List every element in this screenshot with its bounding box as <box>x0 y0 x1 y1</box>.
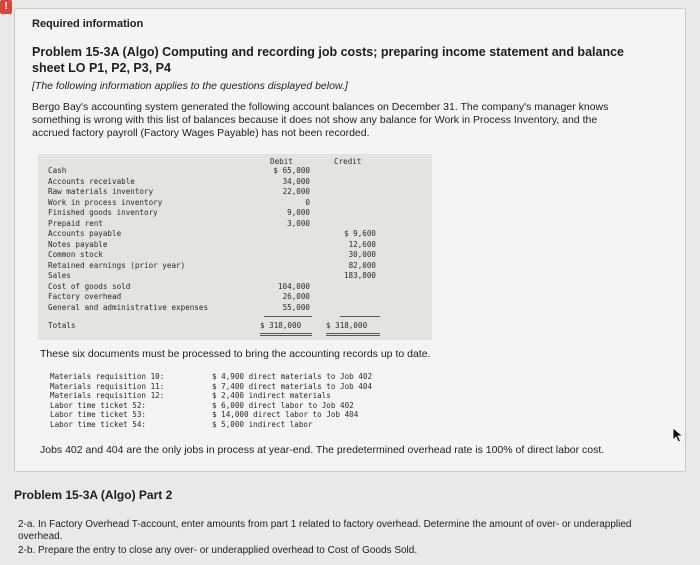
required-information-title: Required information <box>32 18 144 30</box>
account-name: Accounts receivable <box>48 176 135 186</box>
document-description: $ 2,400 indirect materials <box>212 391 331 401</box>
intro-paragraph: Bergo Bay's accounting system generated the following account balances on December 31. The company's manager knows something is wrong with this list of balances because it does not show any balance for Work in Process Inventory, and the accrued factory payroll (Factory Wages Payable) has not been recorded. <box>32 101 609 139</box>
credit-amount <box>312 303 376 314</box>
debit-amount: 34,000 <box>282 176 310 186</box>
account-name: Prepaid rent <box>48 218 103 228</box>
account-name: Finished goods inventory <box>48 208 158 217</box>
account-name: General and administrative expenses <box>48 302 209 312</box>
jobs-note: Jobs 402 and 404 are the only jobs in process at year-end. The predetermined overhead rate is 100% of direct labor cost. <box>40 444 605 456</box>
totals-label: Totals <box>48 321 76 330</box>
debit-amount <box>246 240 310 251</box>
account-name: Common stock <box>48 250 103 259</box>
debit-amount: 104,000 <box>277 281 310 291</box>
debit-amount: $ 65,000 <box>273 166 310 175</box>
credit-amount: $ 9,600 <box>343 229 376 238</box>
debit-total-double-rule <box>260 333 312 334</box>
account-name: Sales <box>48 271 71 280</box>
account-name: Cost of goods sold <box>48 281 131 291</box>
debit-amount: 0 <box>305 197 310 207</box>
credit-amount <box>312 219 376 230</box>
document-label: Materials requisition 12: <box>50 391 165 401</box>
account-names <box>48 166 208 313</box>
credit-amount <box>312 198 376 209</box>
credit-subtotal-rule <box>340 316 380 317</box>
debit-subtotal-rule <box>264 316 312 317</box>
credit-header: Credit <box>334 157 362 166</box>
document-label: Materials requisition 10: <box>50 372 165 381</box>
document-label: Labor time ticket 54: <box>50 419 147 429</box>
credit-amount: 12,600 <box>348 239 376 249</box>
document-description: $ 14,000 direct labor to Job 404 <box>212 410 359 420</box>
account-name: Cash <box>48 166 67 175</box>
credit-total-double-rule-2 <box>326 335 380 336</box>
debit-amount <box>246 229 310 240</box>
debit-amount: 9,000 <box>287 208 310 217</box>
debit-header: Debit <box>270 157 293 166</box>
account-name: Raw materials inventory <box>48 187 154 196</box>
debit-amount <box>246 261 310 272</box>
total-debit: $ 318,000 <box>260 321 302 330</box>
instructions-note: [The following information applies to the questions displayed below.] <box>32 80 348 92</box>
document-descriptions <box>212 372 372 430</box>
credit-total-double-rule <box>326 333 380 334</box>
document-description: $ 4,900 direct materials to Job 402 <box>212 372 373 381</box>
account-name: Notes payable <box>48 239 108 249</box>
credit-amount <box>312 177 376 188</box>
document-label: Labor time ticket 52: <box>50 400 147 410</box>
debit-total-double-rule-2 <box>260 335 312 336</box>
documents-intro: These six documents must be processed to bring the accounting records up to date. <box>40 348 431 360</box>
credit-amount <box>312 187 376 198</box>
debit-column <box>246 166 310 313</box>
credit-amount <box>312 166 376 177</box>
debit-amount: 26,000 <box>282 292 310 301</box>
document-description: $ 6,000 direct labor to Job 402 <box>212 400 354 410</box>
account-name: Accounts payable <box>48 229 122 238</box>
document-description: $ 7,400 direct materials to Job 404 <box>212 381 373 391</box>
document-description: $ 5,000 indirect labor <box>212 419 313 429</box>
account-name: Retained earnings (prior year) <box>48 260 186 270</box>
document-label: Labor time ticket 53: <box>50 410 147 420</box>
debit-amount: 55,000 <box>282 302 310 312</box>
part2-title: Problem 15-3A (Algo) Part 2 <box>14 488 173 502</box>
credit-amount: 30,000 <box>348 250 376 259</box>
account-name: Work in process inventory <box>48 197 163 207</box>
document-label: Materials requisition 11: <box>50 381 165 391</box>
alert-badge-icon: ! <box>0 0 12 14</box>
debit-amount: 3,000 <box>287 218 310 228</box>
credit-amount <box>312 282 376 293</box>
credit-amount: 82,000 <box>348 260 376 270</box>
account-name: Factory overhead <box>48 292 122 301</box>
credit-amount <box>312 292 376 303</box>
credit-amount <box>312 208 376 219</box>
document-labels <box>50 372 164 430</box>
mouse-cursor-icon <box>672 427 684 443</box>
credit-amount: 183,800 <box>343 271 376 280</box>
credit-column <box>312 166 376 313</box>
total-credit: $ 318,000 <box>326 321 368 330</box>
debit-amount <box>246 250 310 261</box>
problem-title: Problem 15-3A (Algo) Computing and recording job costs; preparing income statement and balance sheet LO P1, P2, P3, P4 <box>32 45 624 75</box>
debit-amount: 22,000 <box>282 187 310 196</box>
question-2a: 2-a. In Factory Overhead T-account, enter amounts from part 1 related to factory overhead. Determine the amount of over- or underapplied overhead. <box>18 519 632 542</box>
question-2b: 2-b. Prepare the entry to close any over- or underapplied overhead to Cost of Goods Sold. <box>18 545 418 556</box>
debit-amount <box>246 271 310 282</box>
